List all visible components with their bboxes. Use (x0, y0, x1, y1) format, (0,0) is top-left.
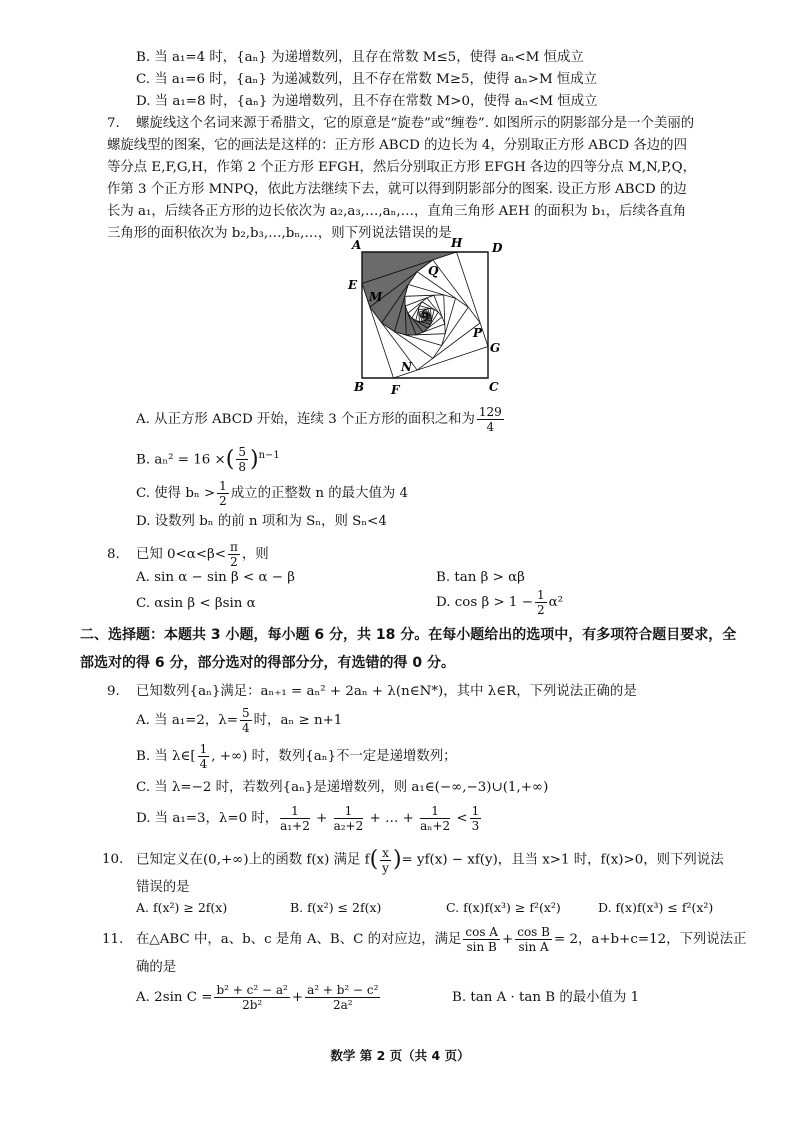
q7-stem-line: 三角形的面积依次为 b₂,b₃,…,bₙ,…，则下列说法错误的是 (107, 226, 452, 241)
fraction: $\frac{1}{3}$ (471, 804, 480, 833)
q7-stem-line: 作第 3 个正方形 MNPQ，依此方法继续下去，就可以得到阴影部分的图案. 设正方形 ABCD 的边 (107, 182, 687, 197)
fraction: $\frac{\pi}{2}$ (230, 540, 238, 569)
fraction: $\frac{\text{a² + b² − c²}}{\text{2a²}}$ (307, 983, 379, 1012)
q7-number: 7. (107, 116, 120, 131)
fraction: $\frac{1}{2}$ (536, 588, 545, 617)
label-c: C (489, 380, 499, 394)
q10-option-b: B. f(x²) ≤ 2f(x) (290, 900, 382, 915)
label-a: A (352, 238, 362, 252)
label-m: M (369, 290, 383, 304)
q8-option-d: D. cos β > 1 − $\frac{1}{2}$ α² (436, 588, 563, 617)
q9-stem: 已知数列{aₙ}满足：aₙ₊₁ = aₙ² + 2aₙ + λ(n∈N*)，其中 λ∈R，下列说法正确的是 (136, 684, 637, 699)
fraction: $\frac{1}{4}$ (199, 742, 208, 771)
fraction: $\frac{1}{\text{a₁+2}}$ (280, 804, 310, 833)
q7-option-a: A. 从正方形 ABCD 开始，连续 3 个正方形的面积之和为 $\frac{129}{4}$ (136, 405, 502, 434)
q7-option-b: B. aₙ² = 16 ×( $\frac{5}{8}$ )$^{n-1}$ (136, 445, 280, 475)
fraction: $\frac{\text{b² + c² − a²}}{\text{2b²}}$ (216, 983, 288, 1012)
q10-option-c: C. f(x)f(x³) ≥ f²(x²) (446, 900, 561, 915)
label-n: N (401, 360, 412, 374)
q11-stem-cont: 确的是 (136, 960, 177, 975)
q9-option-a: A. 当 a₁=2，λ= $\frac{5}{4}$ 时，aₙ ≥ n+1 (136, 706, 343, 735)
label-d: D (492, 241, 503, 255)
q8-number: 8. (107, 547, 120, 562)
q7-stem-line: 螺旋线这个名词来源于希腊文，它的原意是“旋卷”或“缠卷”. 如图所示的阴影部分是一个美丽的 (136, 116, 695, 131)
q6-option-d: D. 当 a₁=8 时，{aₙ} 为递增数列，且不存在常数 M>0，使得 aₙ<M 恒成立 (136, 94, 598, 109)
q10-stem-cont: 错误的是 (136, 880, 190, 895)
fraction: $\frac{x}{y}$ (382, 845, 389, 875)
q7-stem-line: 等分点 E,F,G,H，作第 2 个正方形 EFGH，然后分别取正方形 EFGH 各边的四等分点 M,N,P,Q， (107, 160, 696, 175)
label-f: F (391, 383, 400, 396)
fraction: $\frac{\text{cos B}}{\text{sin A}}$ (517, 925, 550, 954)
label-p: P (473, 326, 483, 340)
q6-option-b: B. 当 a₁=4 时，{aₙ} 为递增数列，且存在常数 M≤5，使得 aₙ<M 恒成立 (136, 50, 584, 65)
section-heading-cont: 部选对的得 6 分，部分选对的得部分分，有选错的得 0 分。 (80, 655, 455, 671)
q7-stem-line: 螺旋线型的图案，它的画法是这样的：正方形 ABCD 的边长为 4，分别取正方形 ABCD 各边的四 (107, 138, 687, 153)
q7-option-d: D. 设数列 bₙ 的前 n 项和为 Sₙ，则 Sₙ<4 (136, 514, 387, 529)
fraction: $\frac{1}{2}$ (219, 479, 227, 508)
q10-number: 10. (102, 852, 124, 867)
label-h: H (451, 236, 463, 250)
spiral-squares (362, 252, 488, 378)
fraction: $\frac{5}{8}$ (238, 445, 246, 475)
label-g: G (490, 341, 501, 355)
q8-option-a: A. sin α − sin β < α − β (136, 570, 296, 585)
q7-option-c: C. 使得 bₙ > $\frac{1}{2}$ 成立的正整数 n 的最大值为 4 (136, 479, 409, 508)
q6-option-c: C. 当 a₁=6 时，{aₙ} 为递减数列，且不存在常数 M≥5，使得 aₙ>M 恒成立 (136, 72, 598, 87)
q9-option-d: D. 当 a₁=3，λ=0 时， $\frac{1}{\text{a₁+2}}$ + $\frac{1}{\text{a₂+2}}$ + … + $\frac{1}{\text{aₙ+2}}$ < $\frac{1}{3}$ (136, 804, 480, 833)
q9-option-b: B. 当 λ∈[ $\frac{1}{4}$ , +∞) 时，数列{aₙ}不一定是递增数列； (136, 742, 457, 771)
q11-stem: 在△ABC 中，a、b、c 是角 A、B、C 的对应边，满足 $\frac{\text{cos A}}{\text{sin B}}$ + $\frac{\text{cos B}}{\text{sin A}}$ = 2，a+b+c=12，下列说法正 (136, 925, 747, 954)
fraction: $\frac{5}{4}$ (242, 706, 250, 735)
label-q: Q (428, 264, 439, 278)
q10-option-d: D. f(x)f(x³) ≤ f²(x²) (598, 900, 714, 915)
q8-option-c: C. αsin β < βsin α (136, 596, 256, 611)
fraction: $\frac{1}{\text{aₙ+2}}$ (420, 804, 451, 833)
q11-number: 11. (102, 932, 124, 947)
spiral-squares-figure (340, 236, 510, 396)
q10-stem: 已知定义在(0,+∞)上的函数 f(x) 满足 f( $\frac{x}{y}$ )= yf(x) − xf(y)，且当 x>1 时，f(x)>0，则下列说法 (136, 845, 724, 875)
q9-number: 9. (107, 684, 120, 699)
fraction: $\frac{\text{cos A}}{\text{sin B}}$ (465, 925, 498, 954)
label-e: E (348, 278, 358, 292)
q11-option-a: A. 2sin C = $\frac{\text{b² + c² − a²}}{\text{2b²}}$ + $\frac{\text{a² + b² − c²}}{\text{2a²}}$ (136, 983, 379, 1012)
q8-stem: 已知 0<α<β< $\frac{\pi}{2}$ ，则 (136, 540, 269, 569)
q10-option-a: A. f(x²) ≥ 2f(x) (136, 900, 228, 915)
q8-option-b: B. tan β > αβ (436, 570, 525, 585)
fraction: $\frac{1}{\text{a₂+2}}$ (333, 804, 364, 833)
label-b: B (354, 380, 365, 394)
section-heading: 二、选择题：本题共 3 小题，每小题 6 分，共 18 分。在每小题给出的选项中，有多项符合题目要求，全 (80, 627, 737, 643)
page-footer: 数学 第 2 页（共 4 页） (330, 1048, 470, 1063)
fraction: $\frac{129}{4}$ (478, 405, 502, 434)
q7-stem-line: 长为 a₁，后续各正方形的边长依次为 a₂,a₃,…,aₙ,…，直角三角形 AEH 的面积为 b₁，后续各直角 (107, 204, 687, 219)
q9-option-c: C. 当 λ=−2 时，若数列{aₙ}是递增数列，则 a₁∈(−∞,−3)∪(1,+∞) (136, 780, 549, 795)
q11-option-b: B. tan A · tan B 的最小值为 1 (452, 990, 640, 1005)
